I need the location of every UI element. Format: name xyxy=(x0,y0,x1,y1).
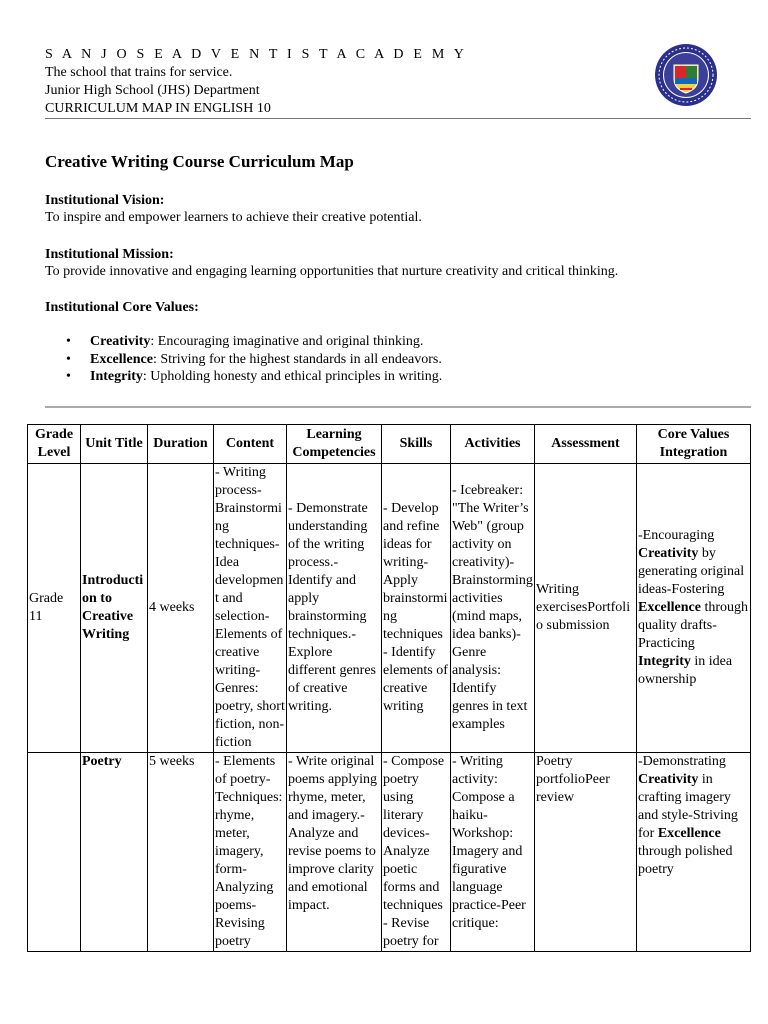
column-header-unit-title: Unit Title xyxy=(81,425,148,464)
cell-content: - Writing process-Brainstorming techniques-Idea development and selection-Elements of creative writing-Genres: poetry, short fiction, non-fiction xyxy=(214,464,287,753)
value-description: : Encouraging imaginative and original thinking. xyxy=(150,334,424,349)
column-header-learning-competencies: Learning Competencies xyxy=(287,425,382,464)
column-header-activities: Activities xyxy=(451,425,535,464)
cell-skills: - Compose poetry using literary devices-Analyze poetic forms and techniques - Revise poetry for xyxy=(382,753,451,952)
school-name: S A N J O S E A D V E N T I S T A C A D E M Y xyxy=(45,47,468,62)
department-name: Junior High School (JHS) Department xyxy=(45,83,260,98)
value-term: Integrity xyxy=(90,369,143,384)
core-value-term: Excellence xyxy=(638,600,701,615)
school-motto: The school that trains for service. xyxy=(45,65,233,80)
school-seal-icon xyxy=(654,43,718,107)
cell-activities: - Writing activity: Compose a haiku-Workshop: Imagery and figurative language practice-Peer critique: xyxy=(451,753,535,952)
section-divider xyxy=(45,406,751,408)
core-values-text: in idea ownership xyxy=(638,654,733,687)
document-title: Creative Writing Course Curriculum Map xyxy=(45,152,354,171)
cell-unit-title: Introduction to Creative Writing xyxy=(81,464,148,753)
column-header-skills: Skills xyxy=(382,425,451,464)
column-header-core-values-integration: Core Values Integration xyxy=(637,425,751,464)
core-values-text: through polished poetry xyxy=(638,844,733,877)
mission-heading: Institutional Mission: xyxy=(45,247,174,262)
column-header-content: Content xyxy=(214,425,287,464)
value-description: : Upholding honesty and ethical principles in writing. xyxy=(142,369,443,384)
header-divider xyxy=(45,118,751,119)
value-description: : Striving for the highest standards in all endeavors. xyxy=(152,351,442,367)
table-header-row xyxy=(28,425,751,464)
document-header xyxy=(45,46,715,118)
list-item xyxy=(90,351,442,369)
cell-core-values xyxy=(637,753,751,952)
core-value-term: Creativity xyxy=(638,546,699,561)
core-value-term: Integrity xyxy=(638,654,691,669)
vision-text: To inspire and empower learners to achieve their creative potential. xyxy=(45,210,422,225)
column-header-grade-level: Grade Level xyxy=(28,425,81,464)
value-term: Creativity xyxy=(90,334,151,349)
core-values-text: by generating original ideas-Fostering xyxy=(638,546,745,597)
cell-competencies: - Demonstrate understanding of the writing process.-Identify and apply brainstorming techniques.-Explore different genres of creative writing. xyxy=(287,464,382,753)
list-item xyxy=(90,368,442,386)
curriculum-map-label: CURRICULUM MAP IN ENGLISH 10 xyxy=(45,101,271,116)
cell-grade: Grade 11 xyxy=(28,464,81,753)
cell-activities: - Icebreaker: "The Writer’s Web" (group activity on creativity)-Brainstorming activities (mind maps, idea banks)-Genre analysis: Identify genres in text examples xyxy=(451,464,535,753)
list-item xyxy=(90,333,442,351)
vision-heading: Institutional Vision: xyxy=(45,193,165,208)
value-term: Excellence xyxy=(90,351,153,367)
cell-assessment: Writing exercisesPortfolio submission xyxy=(535,464,637,753)
cell-duration: 4 weeks xyxy=(148,464,214,753)
cell-unit-title: Poetry xyxy=(81,753,148,952)
core-values-text: in crafting imagery and style-Striving for xyxy=(638,772,738,841)
core-value-term: Excellence xyxy=(657,826,721,841)
column-header-assessment: Assessment xyxy=(535,425,637,464)
core-values-list xyxy=(45,333,442,386)
table-row xyxy=(28,753,751,952)
table-row xyxy=(28,464,751,753)
column-header-duration: Duration xyxy=(148,425,214,464)
core-value-term: Creativity xyxy=(638,772,699,787)
core-values-text: -Demonstrating xyxy=(638,754,726,769)
cell-core-values xyxy=(637,464,751,753)
mission-text: To provide innovative and engaging learning opportunities that nurture creativity and critical thinking. xyxy=(45,264,619,279)
cell-grade xyxy=(28,753,81,952)
core-values-heading: Institutional Core Values: xyxy=(45,300,199,315)
core-values-text: through quality drafts-Practicing xyxy=(638,600,749,651)
cell-content: - Elements of poetry-Techniques: rhyme, meter, imagery, form-Analyzing poems-Revising poetry xyxy=(214,753,287,952)
curriculum-table xyxy=(27,424,751,952)
core-values-text: -Encouraging xyxy=(638,528,715,543)
cell-skills: - Develop and refine ideas for writing-Apply brainstorming techniques - Identify elements of creative writing xyxy=(382,464,451,753)
cell-assessment: Poetry portfolioPeer review xyxy=(535,753,637,952)
cell-competencies: - Write original poems applying rhyme, meter, and imagery.-Analyze and revise poems to improve clarity and emotional impact. xyxy=(287,753,382,952)
cell-duration: 5 weeks xyxy=(148,753,214,952)
